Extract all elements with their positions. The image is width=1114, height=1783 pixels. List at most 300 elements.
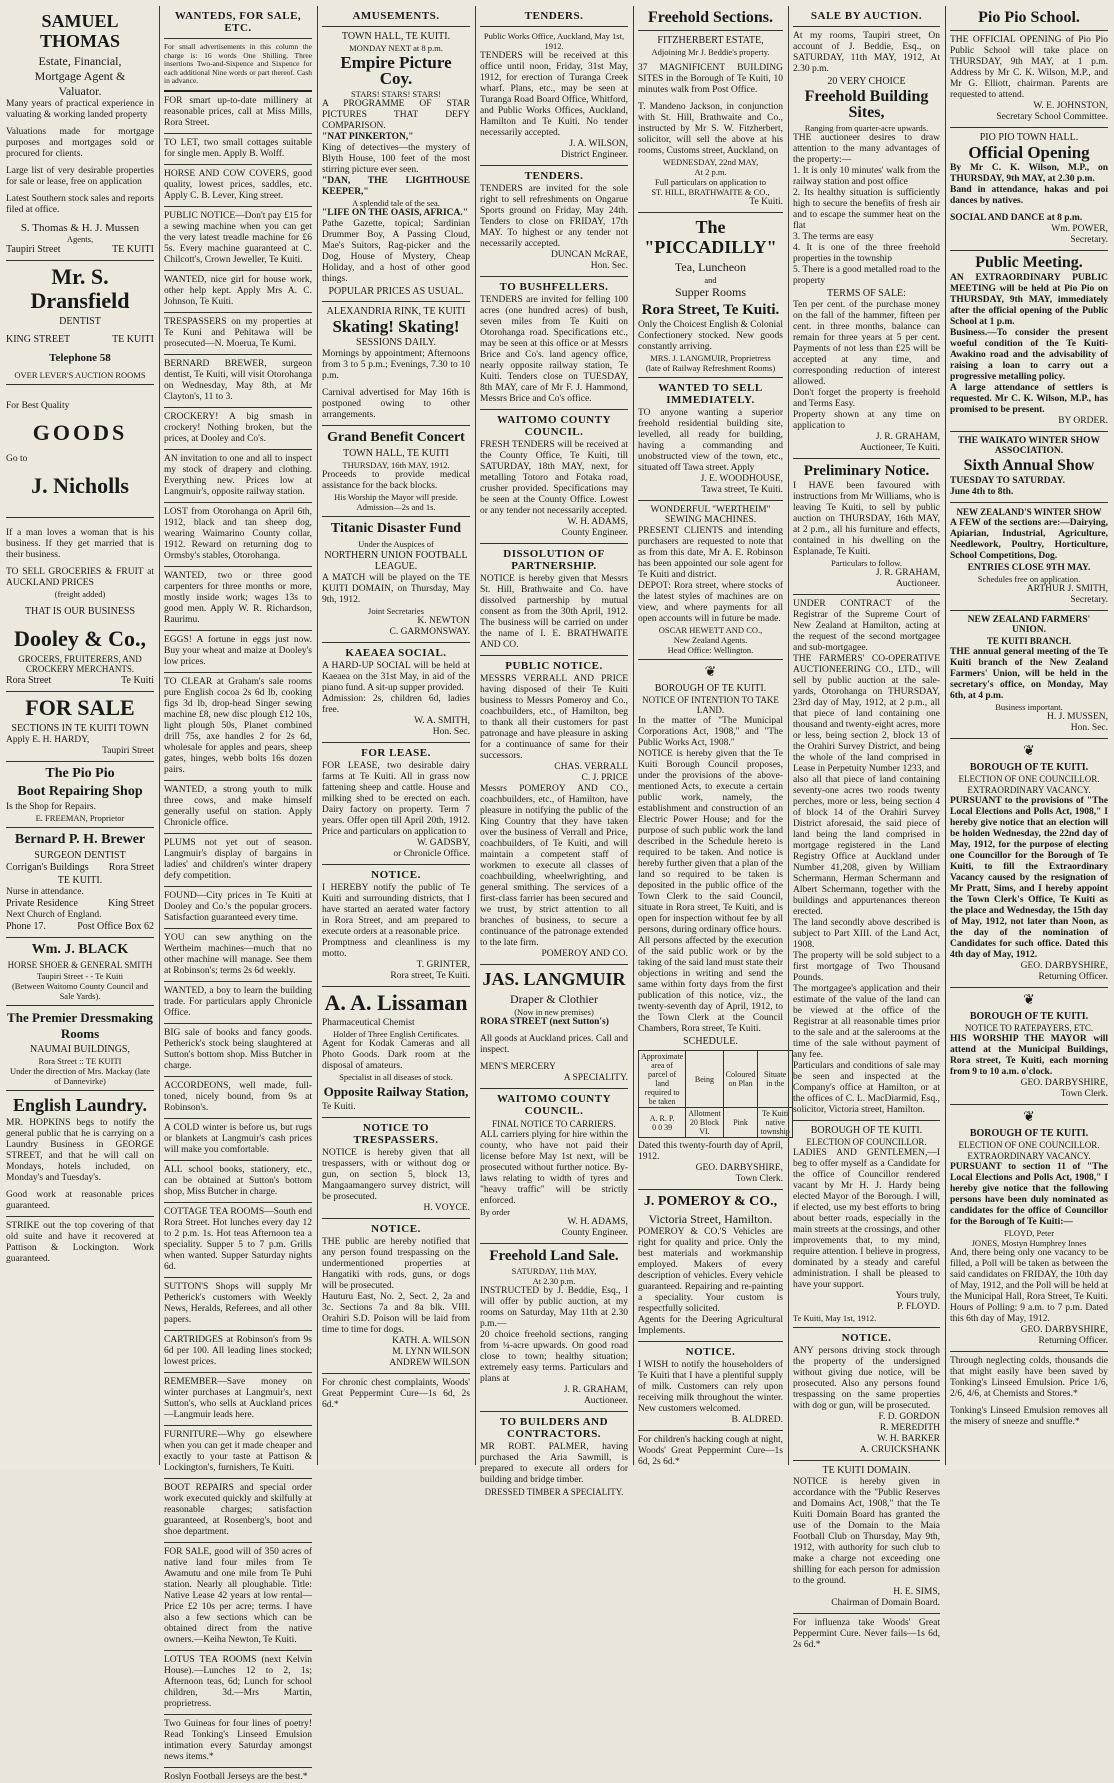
ad-text: PURSUANT to section 11 of "The Local Elections and Polls Act, 1908," I hereby give notice that the following persons have been duly nominated as candidates for the office of Councillor for the Borough of Te Kuiti:— [950,1162,1108,1227]
classified-ad: HORSE AND COW COVERS, good quality, lowest prices, saddles, etc. Apply C. B. Lever, King street. [164,168,312,201]
ad-title: Grand Benefit Concert [327,430,465,445]
ad-signature: W. E. JOHNSTON, [1033,101,1108,111]
langmuir-ad [480,969,628,1084]
ad-line: NEW ZEALAND'S WINTER SHOW [956,507,1102,517]
winter-show [950,436,1108,606]
ad-title: The "PICCADILLY" [644,217,777,257]
ad-text: THE auctioneer desires to draw attention to the many advantages of the property:— [793,133,940,165]
ad-signature: Auctioneer. [583,1396,628,1406]
wilson-ad [322,1223,470,1369]
floyd-election [793,1125,940,1323]
ad-text: ALL carriers plying for hire within the county, who have not paid their license before May 1st next, will be prosecuted without further notice. By-laws relating to width of tyres and "heavy traffic" will be strictly enforced. [480,1130,628,1206]
ad-text: Mornings by appointment; Afternoons from 3 to 5 p.m.; Evenings, 7.30 to 10 p.m. [322,349,470,381]
ad-heading: TE KUITI DOMAIN. [822,1465,911,1476]
ad-list-item: 4. It is one of the three freehold properties in the township [793,243,940,264]
ad-signature: GEO. DARBYSHIRE, [1020,1325,1108,1335]
ad-line: ELECTION OF COUNCILLOR. [806,1137,927,1147]
ad-line: Taupiri Street [102,746,154,756]
dooley-ad [6,522,154,687]
ad-heading: NEW ZEALAND FARMERS' UNION. [967,615,1091,635]
titanic-ad [322,521,470,638]
ad-text: NOTICE is hereby given in accordance with the "Public Reserves and Domains Act, 1908," that the Te Kuiti Domain Board has granted the use of the Domain to the Maia Football Club on Thursday, May 9th, 1912, with authority for such club to make a charge not exceeding one shilling for each person for admission to the ground. [793,1477,940,1586]
strike-ad: STRIKE out the top covering of that old suite and have it recovered at Pattison & Lockington. Work guaranteed. [6,1221,154,1264]
schedule-header: Situate in the [758,1051,792,1108]
classified-ad: REMEMBER—Save money on winter purchases at Langmuir's, next Sutton's, who sells at Auckland prices—Langmuir leads here. [164,1376,312,1420]
ad-signature: DUNCAN McRAE, [550,250,628,260]
public-meeting [950,255,1108,427]
ad-firm: S. Thomas & H. J. Mussen [20,222,140,234]
ad-signature: Rora street, Te Kuiti. [390,971,470,981]
ad-line: EXTRAORDINARY VACANCY. [967,1151,1091,1161]
classified-ad: WANTED, nice girl for house work, other help kept. Apply Mrs A. C. Johnson, Te Kuiti. [164,274,312,307]
classified-list [164,96,312,1783]
school-opening [950,10,1108,123]
ad-signature: Secretary School Committee. [996,112,1108,122]
ad-line: EXTRAORDINARY VACANCY. [967,785,1091,795]
ad-line: (Between Waitomo County Council and Sale Yards). [11,981,149,1001]
ad-signature: F. D. GORDON [878,1412,940,1422]
ad-line: MEN'S MERCERY [480,1062,556,1072]
ad-text: The mortgagee's application and their estimate of the value of the land can be viewed at the office of the Registrar at all reasonable times prior to the sale and at the salerooms at the time of the sale without payment of any fee. [793,984,940,1060]
ad-text: All goods at Auckland prices. Call and inspect. [480,1034,628,1055]
ad-line: At 2 p.m. [694,167,727,177]
filler-ad: For children's hacking cough at night, Woods' Great Peppermint Cure—1s 6d, 2s 6d.* [638,1435,783,1467]
ad-text: DEPOT: Rora street, where stocks of the latest styles of machines are on view, and where payments for all open accounts will in future be made. [638,581,783,624]
ad-signature: J. R. GRAHAM, [875,568,940,578]
ad-address: Rora Street [6,675,52,686]
ad-line: OSCAR HEWETT AND CO., [658,625,763,635]
ad-line: ENTRIES CLOSE 9TH MAY. [967,563,1091,573]
ad-text: HIS WORSHIP THE MAYOR will attend at the Municipal Buildings, Rora street, Te Kuiti, each morning from 9 to 10 a.m. o'clock. [950,1034,1108,1077]
ad-title: Freehold Building Sites, [804,88,929,121]
hall-opening [950,132,1108,246]
ad-line: Draper & Clothier [510,992,598,1006]
ad-line: Is the Shop for Repairs. [6,802,96,812]
classified-ad: A COLD winter is before us, but rugs or blankets at Langmuir's cash prices will make you comfortable. [164,1122,312,1155]
preliminary-notice [793,463,940,590]
classified-ad: TRESPASSERS on my properties at Te Kuni and Pehitawa will be prosecuted—N. Moerua, Te Kumi. [164,316,312,349]
ad-line: Victoria Street, Hamilton. [648,1212,773,1226]
ad-text: Ten per cent. of the purchase money on the fall of the hammer, fifteen per cent. in three months, balance can remain for three years at 5 per cent. Payments of not less than £25 will be accepted at any time, and corresponding reduction of interest allowed. [793,300,940,387]
ad-signature: Wm. POWER, [1051,224,1108,234]
classified-ad: LOTUS TEA ROOMS (next Kelvin House).—Lunches 12 to 2, 1s; Afternoon teas, 6d; Lunch for school children, 3d.—Mrs Martin, proprietress. [164,1654,312,1709]
ad-line: MRS. J. LANGMUIR, Proprietress [650,353,771,363]
ad-line: King Street [108,898,154,909]
ad-title: GOODS [32,420,128,445]
ad-signature: Auctioneer, Te Kuiti. [859,443,940,453]
ad-text: FOR LEASE, two desirable dairy farms at Te Kuiti. All in grass now fattening sheep and cattle. House and milking shed to be erected on each. Dairy factory on property. Term 7 years. Offer open till April 20th, 1912. Price and particulars on application to [322,761,470,837]
ad-text: T. Mandeno Jackson, in conjunction with St. Hill, Brathwaite and Co., instructed by Mr S. W. Fitzherbert, solicitor, will sell the above at his rooms, Customs street, Auckland, on [638,102,783,156]
ad-signature: J. E. WOODHOUSE, [700,474,783,484]
ad-text: I HAVE been favoured with instructions from Mr Williams, who is leaving Te Kuiti, to sell by public auction on THURSDAY, 16th MAY, at 2 p.m., all his furniture and effects, contained in his dwelling on the Esplanade, Te Kuiti. [793,481,940,557]
ad-text: By Mr C. K. Wilson, M.P., on THURSDAY, 9th MAY, at 2.30 p.m. [950,163,1108,184]
ad-signature: C. GARMONSWAY. [389,627,470,637]
classified-ad: CARTRIDGES at Robinson's from 9s 6d per 100. All leading lines stocked; lowest prices. [164,1334,312,1367]
ad-line: At 2.30 p.m. [532,1276,576,1286]
ad-line: Estate, Financial, [38,54,122,68]
ad-line: Private Residence [6,898,78,909]
ad-title: English Laundry. [12,1095,148,1115]
ad-line: (Now in new premises) [514,1007,594,1017]
schedule-header: Being [686,1051,723,1108]
ad-line: TERMS OF SALE: [827,288,906,299]
grinter-ad [322,869,470,982]
ad-heading: BOROUGH OF TE KUITI. [969,762,1089,773]
ad-signature: KATH. A. WILSON [392,1336,470,1346]
ad-text: At my rooms, Taupiri street, On account of J. Beddie, Esq., on SATURDAY, 11th MAY, 1912, At 2.30 p.m. [793,31,940,74]
ad-line: SATURDAY, 11th MAY, [511,1266,597,1276]
coat-of-arms-icon: ❦ [1023,744,1035,759]
ad-signature: POMEROY AND CO. [541,949,628,959]
ad-heading: NOTICE. [841,1332,892,1344]
ad-text: LADIES AND GENTLEMEN,—I beg to offer myself as a Candidate for the office of Councillor rendered vacant by Mr H. J. Hardy being elected Mayor of the Borough. I will, if elected, use my best efforts to bring about better roads, especially in the main streets at the crossings, and other improvements that, to my mind, require attention. I believe in progress, dominated by a steady and careful administration. I shall be pleased to have your support. [793,1148,940,1290]
ad-line: RORA STREET (next Sutton's) [480,1017,609,1027]
ad-signature: GEO. DARBYSHIRE, [1020,961,1108,971]
ad-line: Public Works Office, Auckland, May 1st, 1912. [483,31,625,51]
ad-line: A splendid tale of the sea. [352,198,440,208]
domain-notice [793,1465,940,1609]
ad-signature: P. FLOYD. [896,1302,940,1312]
ad-list-item: 5. There is a good metalled road to the property [793,265,940,286]
ad-text: THE public are hereby notified that any person found trespassing on the undermentioned properties at Hangatiki with rods, guns, or dogs will be prosecuted. [322,1237,470,1291]
ad-line: Schedules free on application. [977,574,1081,584]
ad-town: TE KUITI [112,334,154,345]
ad-line: Ranging from quarter-acre upwards. [804,123,929,133]
ad-line: FINAL NOTICE TO CARRIERS. [492,1119,616,1129]
ad-line: Head Office: Wellington. [667,645,754,655]
ad-line: DRESSED TIMBER A SPECIALITY. [484,1487,624,1497]
rink-ad [322,306,470,421]
filler-ad: Through neglecting colds, thousands die that might easily have been saved by Tonking's Linseed Emulsion. Price 1/6, 2/6, 4/6, at Chemists and Stores.* [950,1356,1108,1399]
ad-signature: Auctioneer. [895,579,940,589]
nicholls-ad [6,389,154,513]
ad-text: Valuations made for mortgage purposes and mortgages sold or procured for clients. [6,127,154,159]
ad-signature: Town Clerk. [735,1174,783,1184]
ad-heading: PUBLIC NOTICE. [505,660,603,672]
carriers-notice [480,1093,628,1239]
column-1 [2,8,158,1465]
ad-text: POMEROY & CO.'S Vehicles are right for quality and price. Only the best materials and workmanship employed. Makers of every description of vehicles. Every vehicle guaranteed. Repairing and re-painting a speciality. Your custom is respectfully solicited. [638,1227,783,1314]
ad-text: Particulars and conditions of sale may be seen and inspected at the Company's office at Hamilton, or at the offices of C. L. MacDiarmid, Esq., solicitor, Victoria street, Hamilton. [793,1061,940,1115]
ad-line: ALEXANDRIA RINK, TE KUITI [326,306,466,317]
ad-phone: Phone 17. [6,921,46,932]
ad-phone: Telephone 58 [49,352,111,364]
ad-line: THAT IS OUR BUSINESS [24,606,136,617]
ad-title: Dooley & Co., [14,626,146,651]
ad-text: NOTICE is hereby given that all trespassers, with or without dog or gun, on section 5, block 13, Mangaamangero survey district, will be prosecuted. [322,1148,470,1202]
ad-list-item: 1. It is only 10 minutes' walk from the railway station and post office [793,166,940,187]
ad-signature: R. MEREDITH [879,1423,940,1433]
ad-signature: Te Kuiti. [749,197,783,207]
ad-line: DENTIST [59,316,101,327]
candidate-name: FLOYD, Peter [1003,1228,1055,1238]
ad-heading: BOROUGH OF TE KUITI. [810,1125,923,1136]
schedule-cell: 0 0 39 [652,1122,673,1132]
lease-ad [322,747,470,860]
schedule-header: Approximate area of parcel of land required to be taken [639,1051,686,1108]
ad-text: Dated this twenty-fourth day of April, 1912. [638,1141,783,1162]
ad-signature: C. J. PRICE [581,773,628,783]
coat-of-arms-icon: ❦ [704,665,717,680]
ad-line: Agents, [66,234,94,244]
verrall-notice [480,660,628,960]
ad-line: SCHEDULE. [683,1036,738,1047]
ad-heading: FOR LEASE. [361,747,431,759]
column-3 [318,8,474,1465]
classified-ad: AN invitation to one and all to inspect my stock of drapery and clothing. Everything new. Prices low at Langmuir's, opposite railway station. [164,453,312,497]
classified-ad: FOR SALE, good will of 350 acres of native land four miles from Te Awamutu and one mile from Te Puhi station. Nearly all ploughable. Title: Native Lease 42 years at low rental—Price £2 10s per acre; terms. I have also a few sections which can be obtained direct from the native owners.—Keiha Newton, Te Kuiti. [164,1546,312,1645]
ad-text: A FEW of the sections are:—Dairying, Apiarian, Industrial, Agriculture, Needlework, Poultry, Horticulture, School Competitions, Dog. [950,518,1108,561]
ad-line: GROCERS, FRUITERERS, AND CROCKERY MERCHANTS. [18,654,142,674]
ad-heading: TO BUILDERS AND CONTRACTORS. [499,1416,609,1440]
ad-title: Freehold Sections. [647,9,774,26]
ad-text: INSTRUCTED by J. Beddie, Esq., I will offer by public auction, at my rooms on Saturday, May 11th at 2.30 p.m.— [480,1286,628,1329]
ad-signature: M. LYNN WILSON [392,1347,470,1357]
ad-line: SOCIAL AND DANCE at 8 p.m. [950,213,1083,223]
ad-signature: or Chronicle Office. [393,849,470,859]
ad-text: Proceeds to provide medical assistance for the back blocks. [322,470,470,491]
classified-ad: WANTED, a strong youth to milk three cows, and make himself generally useful on station. Apply Chronicle office. [164,784,312,828]
ad-text: MR ROBT. PALMER, having purchased the Aria Sawmill, is prepared to execute all orders for building and bridge timber. [480,1442,628,1485]
ad-text: PRESENT CLIENTS and intending purchasers are requested to note that as from this date, Mr A. E. Robinson has been appointed our sole agent for Te Kuiti and district. [638,526,783,580]
ad-line: Under the Auspices of [358,539,434,549]
column-header: AMUSEMENTS. [352,10,440,22]
ad-signature: Returning Officer. [1038,1336,1108,1346]
classified-ad: FURNITURE—Why go elsewhere when you can get it made cheaper and exactly to your taste at Pattison & Lockington's, furnishers, Te Kuiti. [164,1429,312,1473]
coat-of-arms-icon: ❦ [1023,1110,1035,1125]
ad-heading: BOROUGH OF TE KUITI. [654,683,767,694]
ad-text: Promptness and cleanliness is my motto. [322,938,470,959]
ad-heading: DISSOLUTION OF PARTNERSHIP. [503,548,605,572]
column-header: TENDERS. [524,10,584,22]
ad-text: Good work at reasonable prices guaranteed. [6,1190,154,1211]
classified-ad: CROCKERY! A big smash in crockery! Nothing broken, but the prices, at Dooley and Co's. [164,411,312,444]
ad-line: ELECTION OF ONE COUNCILLOR. [958,774,1100,784]
ad-text: TENDERS will be received at this office until noon, Friday, 31st May, 1912, for erection of Turanga Creek wharf. Plans, etc., may be seen at Turanga Road Board Office, Whitford, and Public Works Offices, Auckland, Hamilton and Te Kuiti. No tender necessarily accepted. [480,51,628,138]
ad-text: MR. HOPKINS begs to notify the general public that he is carrying on a Laundry Business in GEORGE STREET, and that he will call on Mondays, hotels included, on Monday's and Tuesday's. [6,1118,154,1183]
ad-text: UNDER CONTRACT of the Registrar of the Supreme Court of New Zealand at Hamilton, acting at the request of the second mortgagee and sub-mortgagee. [793,599,940,653]
ad-title: The Premier Dressmaking Rooms [7,1010,153,1041]
ad-heading: NOTICE. [685,1346,736,1358]
mortgagee-sale [793,599,940,1116]
classified-ad: Two Guineas for four lines of poetry! Read Tonking's Linseed Emulsion intimation every Saturday amongst news items.* [164,1718,312,1762]
ad-signature: J. R. GRAHAM, [563,1385,628,1395]
freehold-sale-ad [480,1248,628,1407]
ad-title: SAMUEL THOMAS [39,11,120,51]
ad-text: Latest Southern stock sales and reports filed at office. [6,194,155,215]
ad-text: Messrs POMEROY AND CO., coachbuilders, etc., of Hamilton, have pleasure in notifying the public of the King Country that they have taken over the business of Verrall and Price, coachbuilders, of Te Kuiti, and will maintain a competent staff of workmen to execute all classes of coachbuilding, wheelwrighting, and general smithing. The services of a first-class farrier has been secured and we trust, by strict attention to all branches of business, to secure a continuance of the patronage extended to the late firm. [480,784,628,948]
thomas-ad [6,11,154,256]
ad-title: Rora Street, Te Kuiti. [641,302,780,318]
ad-text: Agent for Kodak Cameras and all Photo Goods. Dark room at the disposal of amateurs. [322,1039,470,1071]
ad-text: TO anyone wanting a superior freehold residential building site, levelled, all ready for building, having a commanding and unobstructed view of the town, etc., situated off Tawa street. Apply [638,408,783,473]
classified-ad: TO LET, two small cottages suitable for single men. Apply B. Wolff. [164,137,312,159]
ad-line: and [704,275,717,285]
ad-town: Te Kuiti [121,675,154,686]
classified-ad: PLUMS not yet out of season. Langmuir's display of bargains in ladies' and children's winter drapery defy competition. [164,837,312,881]
ad-signature: Secretary. [1070,595,1108,605]
ad-text: AN EXTRAORDINARY PUBLIC MEETING will be held at Pio Pio on THURSDAY, 9th MAY, immediately after the official opening of the Public School at 1 p.m. [950,273,1108,327]
ad-heading: WONDERFUL "WERTHEIM" SEWING MACHINES. [650,505,771,525]
classified-ad: BIG sale of books and fancy goods. Petherick's stock being slaughtered at Sutton's bottom shop. Miss Butcher in charge. [164,1027,312,1071]
ad-title: Sixth Annual Show [963,457,1095,474]
classified-ad: Roslyn Football Jerseys are the best.* [164,1771,308,1782]
ad-line: NOTICE TO RATEPAYERS, ETC. [964,1023,1094,1033]
piccadilly-ad [638,217,783,373]
ad-signature: Hon. Sec. [432,727,470,737]
nomination-notice [950,1109,1108,1347]
ad-signature: Town Clerk. [1060,1089,1108,1099]
ad-line: NAUMAI BUILDINGS, [30,1044,130,1055]
ad-signature: J. R. GRAHAM, [875,432,940,442]
ad-heading: KAEAEA SOCIAL. [345,647,447,659]
ad-text: FRESH TENDERS will be received at the County Office, Te Kuiti, till SATURDAY, 18th MAY, next, for metalling Totoro and Fotaka road, crusher provided. Specifications may be seen at the County Office. Lowest or any tender not necessarily accepted. [480,440,628,516]
ad-line: Apply E. H. HARDY, [6,735,90,745]
fitzherbert-ad [638,10,783,208]
ad-line: "LIFE ON THE OASIS, AFRICA." [322,208,469,218]
classified-ad: EGGS! A fortune in eggs just now. Buy your wheat and maize at Dooley's low prices. [164,634,312,667]
ad-signature: J. A. WILSON, [569,139,628,149]
freeman-ad [6,766,154,823]
ad-heading: TO BUSHFELLERS. [499,281,609,293]
filler-ad: Tonking's Linseed Emulsion removes all the misery of sneeze and snuffle.* [950,1406,1108,1427]
beddie-auction [793,31,940,454]
ad-line: Mortgage Agent & [34,69,126,83]
ad-title: Official Opening [968,143,1090,162]
ad-title: J. POMEROY & CO., [643,1194,778,1209]
ad-signature: Tawa street, Te Kuiti. [701,485,783,495]
classified-ad: WANTED, two or three good carpenters for three months or more, mostly inside work; wages 13s to good men. Apply W. R. Richardson, Raurimu. [164,570,312,625]
ad-text: Only the Choicest English & Colonial Confectionery stocked. New goods constantly arriving. [638,320,783,352]
ad-heading: NOTICE. [371,1223,421,1235]
ad-line: Under the direction of Mrs. Mackay (late of Dannevirke) [10,1066,150,1086]
ad-text: THE annual general meeting of the Te Kuiti branch of the New Zealand Farmers' Union, will be held in the secretary's office, on Monday, May 6th, at 4 p.m. [950,647,1108,701]
ad-line: Joint Secretaries [368,606,424,616]
ad-title: Pio Pio School. [978,9,1080,26]
ad-address: Corrigan's Buildings [6,862,89,873]
ad-text: TENDERS are invited for felling 100 acres (one hundred acres) of bush, seven miles from Te Kuiti on Otorohanga road. Specifications etc., may be seen at this office or at Messrs Brice and Co's. land agency office, nearly opposite railway station, Te Kuiti. Tenders close on TUESDAY, 8th MAY, care of Mr F. J. Hammond, Messrs Brice and Co's office. [480,295,628,404]
ad-signature: H. VOYCE. [423,1203,470,1213]
ad-line: Opposite Railway Station, [323,1084,469,1099]
ad-list-item: 2. Its healthy situation is sufficiently high to secure the benefits of fresh air and to escape the summer heat on the flat [793,188,940,231]
ad-text: If a man loves a woman that is his business. If they get married that is their business. [6,528,154,560]
ad-text: TENDERS are invited for the sole right to sell refreshments on Ongarue Sports ground on Friday, May 24th. Tenders to close on FRIDAY, 17th MAY. To highest or any tender not necessarily accepted. [480,184,628,249]
ad-line: Nurse in attendance. [6,887,84,897]
ad-signature: W. A. SMITH, [414,716,470,726]
ad-title: Bernard P. H. Brewer [14,832,146,847]
ad-line: Rora Street :: TE KUITI [38,1056,122,1066]
ad-title: The Pio Pio [45,766,115,781]
classified-ad: COTTAGE TEA ROOMS—South end Rora Street. Hot lunches every day 12 to 2 p.m. 1s. Hot teas Afternoon tea a speciality. Supper 5 to 7 p.m. Grills when wanted. Supper Saturday nights 6d. [164,1206,312,1272]
ad-title: Public Meeting. [975,254,1083,271]
ad-line: SECTIONS IN TE KUITI TOWN [11,723,149,734]
ad-line: A SPECIALITY. [563,1073,628,1083]
ad-heading: BOROUGH OF TE KUITI. [969,1128,1089,1139]
ad-heading: BOROUGH OF TE KUITI. [969,1011,1089,1022]
column-7 [946,8,1112,1465]
classified-ad: ACCORDEONS, well made, full-toned, nicely bound, from 9s at Robinson's. [164,1080,312,1113]
ad-line: "NAT PINKERTON," [322,132,414,142]
ad-line: Admission—2s and 1s. [356,502,436,512]
ad-text: NOTICE is hereby given that Messrs St. Hill, Brathwaite and Co. have dissolved partnership by mutual consent as from the 30th April, 1912. The business will be carried on under the name of I. E. BRATHWAITE AND CO. [480,574,628,650]
classified-ad: BOOT REPAIRS and special order work executed quickly and skilfully at reasonable charges; satisfaction guaranteed, at Rosenberg's, boot and shoe department. [164,1482,312,1537]
ad-signature: GEO. DARBYSHIRE, [1020,1078,1108,1088]
brewer-ad [6,832,154,933]
dressmaking-ad [6,1010,154,1086]
ad-title: Titanic Disaster Fund [330,521,462,536]
ad-text: THE OFFICIAL OPENING of Pio Pio Public School will take place on THURSDAY, 9th MAY, at 1 p.m. Address by Mr C. K. Wilson, M.P., and Mr G. Elliott, chairman. Parents are requested to attend. [950,35,1108,100]
ad-text: A large attendance of settlers is requested. Mr C. K. Wilson, M.P., has promised to be present. [950,383,1108,415]
ad-signature: ANDREW WILSON [389,1358,470,1368]
ad-signature: ARTHUR J. SMITH, [1026,584,1108,594]
pomeroy-ad [638,1194,783,1337]
aldred-ad [638,1346,783,1426]
classified-ad: YOU can sew anything on the Wertheim machines—much that no other machine will manage. See them at Robinson's; terms 2s 6d weekly. [164,932,312,976]
ad-text: The property will be sold subject to a first mortgage of Two Thousand Pounds. [793,951,940,983]
ad-town: Rora Street [108,862,154,873]
ad-title: Wm. J. BLACK [31,942,129,957]
dransfield-ad [6,265,154,380]
empire-ad [322,31,470,297]
ad-signature: Secretary. [1070,235,1108,245]
ad-address: Taupiri Street [6,244,61,255]
ad-text: NOTICE is hereby given that the Te Kuiti Borough Council proposes, under the provisions of the above-mentioned Acts, to execute a certain public work, namely, the establishment and construction of an Electric Power House; and for the purpose of such public work the land described in the Schedule hereto is required to be taken. And notice is hereby further given that a plan of the land so required to be taken is deposited in the public office of the Town Clerk to the said Council, situate in Rora street, Te Kuiti, and is open for inspection without fee by all persons, during ordinary office hours. [638,749,783,935]
ad-heading: WAITOMO COUNTY COUNCIL. [496,1093,612,1117]
ad-title: Freehold Land Sale. [489,1248,619,1264]
ad-line: For Best Quality [6,401,70,411]
kaeaea-ad [322,647,470,738]
ad-line: E. FREEMAN, Proprietor [35,813,125,823]
ad-line: NORTHERN UNION FOOTBALL LEAGUE. [324,550,468,572]
ad-text: A PROGRAMME OF STAR PICTURES THAT DEFY COMPARISON. [322,99,470,131]
classified-ad: LOST from Otorohanga on April 6th, 1912, black and tan sheep dog, wearing Waimarino County collar, 1912. Reward on returning dog to Ormsby's stables, Otorohanga. [164,506,312,561]
ad-text: Many years of practical experience in valuating & working landed property [6,99,154,120]
ad-line: Specialist in all diseases of stock. [339,1072,453,1082]
ad-heading: WAITOMO COUNTY COUNCIL. [496,414,612,438]
ad-line: FITZHERBERT ESTATE, [657,35,764,46]
ad-text: All persons affected by the execution of the said public work or by the taking of the said land must state their objections in writing and send the same within forty days from the first publication of this notice, viz., the twenty-seventh day of April, 1912, to the Town Clerk at the Council Chambers, Rora street, Te Kuiti. [638,936,783,1034]
ad-text: And, there being only one vacancy to be filled, a Poll will be taken as between the said candidates on FRIDAY, the 10th day of May, 1912, and the Poll will be held at the Municipal Hall, Rora Street, Te Kuiti. Hours of Polling: 9 a.m. to 7 p.m. Dated this 6th day of May, 1912. [950,1248,1108,1324]
ad-line: SESSIONS DAILY. [356,337,436,348]
ad-signature: GEO. DARBYSHIRE, [695,1163,783,1173]
schedule-header: Coloured on Plan [723,1051,758,1108]
ad-signature: Hon. Sec. [1070,723,1108,733]
ad-line: Pharmaceutical Chemist [322,1018,415,1028]
ad-title: Boot Repairing Shop [17,784,143,799]
ad-text: THE FARMERS' CO-OPERATIVE AUCTIONEERING CO., LTD., will sell by public auction at the sale-yards, Otorohanga on THURSDAY, 23rd day of May, 1912, at 2 p.m., all that piece of land containing one thousand and twenty-eight acres, more or less, being section 2, block 13 of the Orahiri Survey District, and being the whole of the land comprised in Lease in Perpetuity Number 1233, and also all that piece of land containing seventy-one acres two roods twenty perches, more or less, being section 4 of block 14 of the Orahiri Survey District aforesaid, the said piece of land being the land comprised in mortgage registered in the Land Registry Office at Auckland under Number 41,208, given by William Schermann, Herman Schermann and Albert Schermann, together with the buildings and appurtenances thereon erected. [793,654,940,917]
ad-line: His Worship the Mayor will preside. [334,492,458,502]
ad-signature: B. ALDRED. [731,1415,783,1425]
ad-title: Empire Picture Coy. [340,53,452,88]
ad-signature: County Engineer. [561,1228,628,1238]
dissolution-notice [480,548,628,651]
ad-title: Preliminary Notice. [803,463,930,479]
ad-signature: W. H. ADAMS, [567,1217,628,1227]
classified-ad: ALL school books, stationery, etc., can be obtained at Sutton's bottom shop, Miss Butcher in charge. [164,1164,312,1197]
column-2 [160,8,316,1782]
farmers-union [950,615,1108,734]
hardy-ad [6,696,154,757]
ad-line: OVER LEVER'S AUCTION ROOMS [14,370,146,380]
take-land-notice [638,664,790,1185]
ad-line: "DAN, THE LIGHTHOUSE KEEPER," [322,176,470,197]
ad-signature: H. J. MUSSEN, [1047,712,1108,722]
ad-text: A HARD-UP SOCIAL will be held at Kaeaea on the 31st May, in aid of the piano fund. A sit-up supper provided. [322,661,470,693]
ad-text: Hauturu East, No. 2, Sect. 2, 2a and 3c. Sections 7a and 8a blk. VIII. Orahiri S.D. Poison will be laid from time to time for dogs. [322,1292,470,1335]
ad-title: Skating! Skating! [332,317,460,336]
lissaman-ad [322,991,470,1113]
schedule-table [638,1050,793,1138]
